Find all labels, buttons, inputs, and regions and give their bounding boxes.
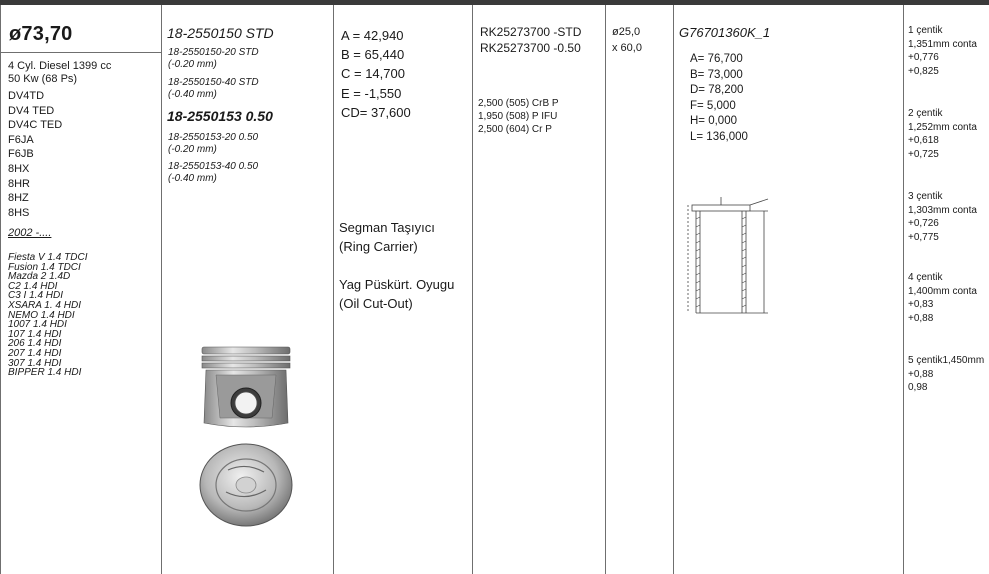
liner-dimension: H= 0,000 <box>690 115 737 128</box>
vehicle-item: BIPPER 1.4 HDI <box>8 367 82 379</box>
gasket-option <box>908 271 977 325</box>
dimension-value: B = 65,440 <box>341 47 405 63</box>
piston-variant-size: (-0.20 mm) <box>168 59 217 70</box>
piston-variant <box>168 47 259 71</box>
dimension-list <box>341 26 411 122</box>
gasket-range-max: 0,98 <box>908 382 928 393</box>
piston-std-part-number: 18-2550150 STD <box>167 25 274 41</box>
dimension-value: E = -1,550 <box>341 85 402 101</box>
engine-code: 8HZ <box>8 192 29 205</box>
divider <box>1 52 162 53</box>
vehicle-item: C2 1.4 HDI <box>8 280 58 292</box>
gasket-thickness: 1,252mm conta <box>908 121 977 133</box>
ring-set-codes <box>480 25 581 56</box>
vehicle-item: C3 I 1.4 HDI <box>8 290 64 302</box>
bore-diameter: ø73,70 <box>9 23 73 45</box>
vehicle-item: 206 1.4 HDI <box>8 338 62 350</box>
vehicle-item: 1007 1.4 HDI <box>8 319 67 331</box>
engine-spec-line: 50 Kw (68 Ps) <box>8 72 78 85</box>
pin-column <box>606 5 674 574</box>
ring-set-code: RK25273700 -0.50 <box>480 40 581 55</box>
ring-spec-list <box>478 97 559 136</box>
piston-top-image <box>198 442 294 528</box>
oil-cutout-note <box>339 275 454 313</box>
gasket-option <box>908 107 977 161</box>
vehicle-item: NEMO 1.4 HDI <box>8 309 75 321</box>
ring-carrier-en: (Ring Carrier) <box>339 239 418 254</box>
liner-drawing <box>684 195 779 325</box>
gasket-range-min: +0,618 <box>908 135 939 146</box>
ring-carrier-note <box>339 218 435 256</box>
vehicle-item: 307 1.4 HDI <box>8 357 62 369</box>
gasket-range-min: +0,88 <box>908 368 934 380</box>
ring-set-code: RK25273700 -STD <box>480 25 582 39</box>
vehicle-item: Fusion 1.4 TDCI <box>8 261 81 273</box>
piston-variant-code: 18-2550150-40 STD <box>168 77 259 88</box>
engine-spec-line: 4 Cyl. Diesel 1399 cc <box>8 60 112 72</box>
piston-variant <box>168 132 258 156</box>
liner-part-number: G76701360K_1 <box>679 25 771 40</box>
vehicle-item: 207 1.4 HDI <box>8 347 62 359</box>
piston-variant-code: 18-2550153-20 0.50 <box>168 132 259 143</box>
piston-variant <box>168 161 258 185</box>
engine-column <box>0 5 162 574</box>
gasket-range-min: +0,726 <box>908 218 939 229</box>
gasket-range-max: +0,725 <box>908 148 939 160</box>
gasket-notch: 4 çentik <box>908 272 943 283</box>
engine-code: 8HR <box>8 177 31 190</box>
piston-variant <box>168 77 259 101</box>
oil-cutout-en: (Oil Cut-Out) <box>339 296 413 311</box>
gasket-option <box>908 24 977 78</box>
liner-dimension: L= 136,000 <box>690 130 748 143</box>
pin-dimensions <box>612 25 642 56</box>
gasket-thickness: 1,303mm conta <box>908 204 977 216</box>
gasket-range-max: +0,775 <box>908 231 939 243</box>
piston-column <box>162 5 334 574</box>
gasket-notch: 3 çentik <box>908 191 943 202</box>
ring-spec: 1,950 (508) P IFU <box>478 111 558 122</box>
piston-variant-code: 18-2550150-20 STD <box>168 47 259 58</box>
engine-code: DV4TD <box>8 90 45 102</box>
liner-column <box>674 5 904 574</box>
piston-variant-size: (-0.40 mm) <box>168 173 217 184</box>
vehicle-item: Mazda 2 1.4D <box>8 271 71 283</box>
ring-spec: 2,500 (505) CrB P <box>478 98 559 109</box>
oil-cutout-tr: Yag Püskürt. Oyugu <box>339 277 455 292</box>
gasket-column <box>904 5 989 574</box>
dimensions-column <box>334 5 473 574</box>
rings-column <box>473 5 606 574</box>
engine-code: DV4 TED <box>8 104 55 117</box>
vehicle-item: XSARA 1. 4 HDI <box>8 299 81 311</box>
engine-code: F6JB <box>8 148 34 161</box>
engine-code: 8HX <box>8 162 30 175</box>
pin-length: x 60,0 <box>612 41 642 54</box>
gasket-range-min: +0,776 <box>908 52 939 63</box>
engine-spec <box>8 60 111 85</box>
gasket-thickness: 1,400mm conta <box>908 285 977 297</box>
dimension-value: C = 14,700 <box>341 66 405 82</box>
production-year: 2002 -.... <box>8 227 52 239</box>
dimension-value: A = 42,940 <box>341 28 404 43</box>
piston-variant-code: 18-2550153-40 0.50 <box>168 161 259 172</box>
vehicle-item: 107 1.4 HDI <box>8 328 62 340</box>
ring-spec: 2,500 (604) Cr P <box>478 124 552 135</box>
gasket-option <box>908 190 977 244</box>
vehicle-list <box>8 253 87 378</box>
engine-code-list <box>8 89 62 220</box>
liner-dimension: A= 76,700 <box>690 53 743 65</box>
gasket-thickness: 1,351mm conta <box>908 38 977 50</box>
gasket-range-min: +0,83 <box>908 299 934 310</box>
vehicle-item: Fiesta V 1.4 TDCI <box>8 252 88 263</box>
gasket-notch: 1 çentik <box>908 25 943 36</box>
liner-dimension: B= 73,000 <box>690 68 743 81</box>
pin-diameter: ø25,0 <box>612 26 641 38</box>
engine-code: F6JA <box>8 133 34 146</box>
liner-dimension: F= 5,000 <box>690 99 736 112</box>
engine-code: DV4C TED <box>8 119 63 132</box>
piston-oversize-part-number: 18-2550153 0.50 <box>167 108 273 124</box>
piston-side-image <box>196 343 296 433</box>
gasket-notch: 5 çentik1,450mm <box>908 355 985 366</box>
gasket-range-max: +0,825 <box>908 65 939 77</box>
liner-dimension-list <box>690 52 748 146</box>
liner-dimension: D= 78,200 <box>690 84 744 97</box>
gasket-range-max: +0,88 <box>908 312 934 324</box>
ring-carrier-tr: Segman Taşıyıcı <box>339 220 435 235</box>
engine-code: 8HS <box>8 206 30 219</box>
piston-variant-size: (-0.40 mm) <box>168 89 217 100</box>
gasket-notch: 2 çentik <box>908 108 943 119</box>
gasket-option <box>908 354 984 395</box>
piston-variant-size: (-0.20 mm) <box>168 144 217 155</box>
dimension-value: CD= 37,600 <box>341 104 411 120</box>
